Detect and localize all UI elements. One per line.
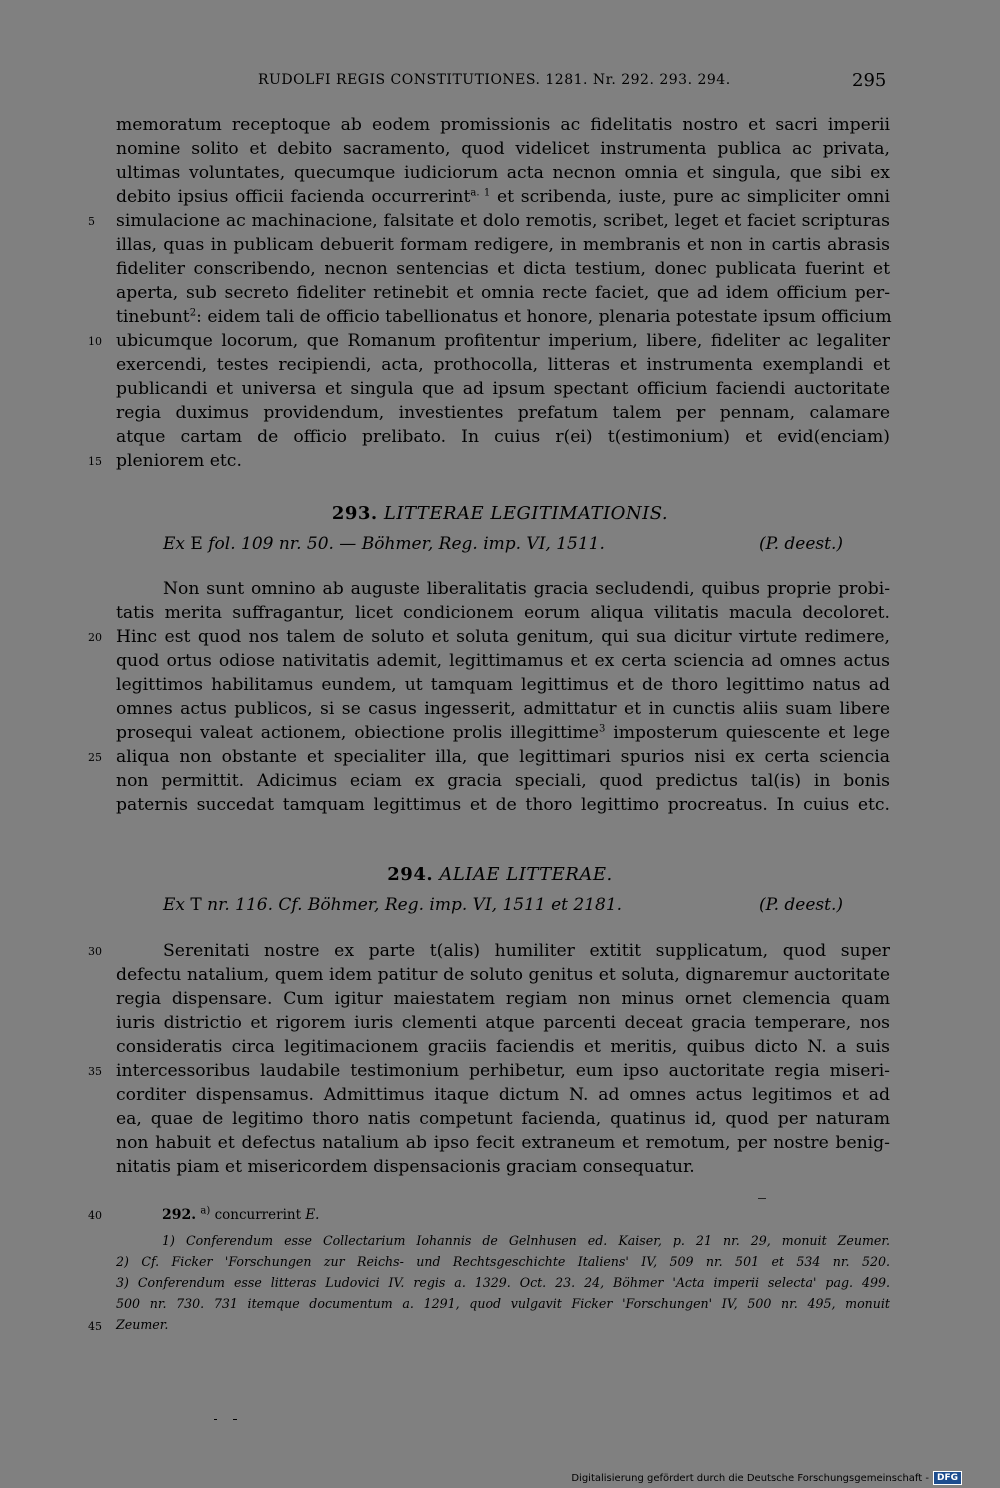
line-number: 15 [88, 455, 102, 468]
text-fragment: debito ipsius officii facienda occurrerint [116, 187, 471, 207]
scan-mark [233, 1419, 237, 1420]
text-line: intercessoribus laudabile testimonium perhibetur, eum ipso auctoritate regia miseri- [116, 1061, 890, 1081]
source-note: (P. deest.) [758, 895, 843, 915]
text-line: ubicumque locorum, que Romanum profitentur imperium, libere, fideliter ac legaliter [116, 331, 890, 351]
line-number: 5 [88, 215, 95, 228]
line-number: 20 [88, 631, 102, 644]
section-number: 294. [387, 864, 434, 885]
line-number: 40 [88, 1209, 102, 1222]
text-line: atque cartam de officio prelibato. In cuius r(ei) t(estimonium) et evid(enciam) [116, 427, 890, 447]
text-line: defectu natalium, quem idem patitur de soluto genitus et soluta, dignaremur auctoritate [116, 965, 890, 985]
footnote-marker: a) [200, 1205, 211, 1217]
page-number: 295 [852, 70, 887, 91]
source-citation [163, 895, 622, 915]
footnote-line: 1) Conferendum esse Collectarium Iohannis de Gelnhusen ed. Kaiser, p. 21 nr. 29, monuit Zeumer. [162, 1233, 890, 1248]
text-line: regia dispensare. Cum igitur maiestatem regiam non minus ornet clemencia quam [116, 989, 890, 1009]
text-line: exercendi, testes recipiendi, acta, prothocolla, litteras et instrumenta exemplandi et [116, 355, 890, 375]
source-siglum: E [190, 534, 203, 554]
footnote-text: concurrerint [214, 1207, 302, 1223]
text-line: regia duximus providendum, investientes prefatum talem per pennam, calamare [116, 403, 890, 423]
footnote-marker: 2 [189, 307, 197, 319]
text-line: ea, quae de legitimo thoro natis competunt facienda, quatinus id, quod per naturam [116, 1109, 890, 1129]
text-fragment: : eidem tali de officio tabellionatus et honore, plenaria potestate ipsum officium [196, 307, 892, 327]
source-line-293 [163, 534, 843, 557]
source-line-294 [163, 895, 843, 918]
section-number: 293. [331, 503, 378, 524]
footnote-line: 3) Conferendum esse litteras Ludovici IV. regis a. 1329. Oct. 23. 24, Böhmer 'Acta imperii selecta' pag. 499. [116, 1275, 890, 1290]
dfg-logo: DFG [933, 1471, 962, 1485]
footnote-a [162, 1205, 462, 1225]
text-line: Hinc est quod nos talem de soluto et soluta genitum, qui sua dicitur virtute redimere, [116, 627, 890, 647]
line-number: 25 [88, 751, 102, 764]
line-number: 10 [88, 335, 102, 348]
text-line: quod ortus odiose nativitatis ademit, legittimamus et ex certa sciencia ad omnes actus [116, 651, 890, 671]
running-head [0, 70, 1000, 94]
footnote-marker: 3 [598, 723, 606, 735]
text-line [116, 186, 890, 209]
credit-text: Digitalisierung gefördert durch die Deutsche Forschungsgemeinschaft - [571, 1472, 929, 1484]
text-line: legittimos habilitamus eundem, ut tamquam legittimus et de thoro legittimo natus ad [116, 675, 890, 695]
text-fragment: imposterum quiescente et lege [605, 723, 890, 743]
text-line: publicandi et universa et singula que ad ipsum spectant officium faciendi auctoritate [116, 379, 890, 399]
text-line: tatis merita suffragantur, licet condicionem eorum aliqua vilitatis macula decoloret. [116, 603, 890, 623]
source-citation [163, 534, 605, 554]
text-line: non habuit et defectus natalium ab ipso fecit extraneum et remotum, per nostre benig- [116, 1133, 890, 1153]
text-line: iuris districtio et rigorem iuris clementi atque parcenti deceat gracia temperare, nos [116, 1013, 890, 1033]
footnote-siglum: E. [305, 1207, 320, 1223]
text-line: ultimas voluntates, quecumque iudiciorum acta necnon omnia et singula, que sibi ex [116, 163, 890, 183]
text-line: aperta, sub secreto fideliter retinebit et omnia recte faciet, que ad idem officium per- [116, 283, 890, 303]
footnote-line: 2) Cf. Ficker 'Forschungen zur Reichs- und Rechtsgeschichte Italiens' IV, 509 nr. 501 et 534 nr. 520. [116, 1254, 890, 1269]
section-heading-293 [0, 503, 1000, 524]
section-title: ALIAE LITTERAE. [439, 864, 613, 885]
text-line: corditer dispensamus. Admittimus itaque dictum N. ad omnes actus legitimos et ad [116, 1085, 890, 1105]
text-line [116, 306, 890, 329]
text-line: nomine solito et debito sacramento, quod videlicet instrumenta publica ac privata, [116, 139, 890, 159]
section-title: LITTERAE LEGITIMATIONIS. [383, 503, 669, 524]
line-number: 30 [88, 945, 102, 958]
text-line: omnes actus publicos, si se casus ingesserit, admittatur et in cunctis aliis suam libere [116, 699, 890, 719]
running-head-title: RUDOLFI REGIS CONSTITUTIONES. 1281. Nr. 292. 293. 294. [258, 72, 731, 88]
text-line: aliqua non obstante et specialiter illa, que legittimari spurios nisi ex certa sciencia [116, 747, 890, 767]
line-number: 45 [88, 1320, 102, 1333]
text-line: simulacione ac machinacione, falsitate et dolo remotis, scribet, leget et faciet scripturas [116, 211, 890, 231]
text-fragment: et scribenda, iuste, pure ac simpliciter omni [490, 187, 890, 207]
footnote-line: Zeumer. [116, 1317, 169, 1332]
footnote-ref: 292. [162, 1207, 197, 1223]
text-fragment: tinebunt [116, 307, 190, 327]
text-fragment: prosequi valeat actionem, obiectione prolis illegittime [116, 723, 599, 743]
text-line: non permittit. Adicimus eciam ex gracia speciali, quod predictus tal(is) in bonis [116, 771, 890, 791]
digitization-credit [571, 1471, 962, 1485]
text-line: pleniorem etc. [116, 451, 242, 471]
text-line: memoratum receptoque ab eodem promissionis ac fidelitatis nostro et sacri imperii [116, 115, 890, 135]
footnote-line: 500 nr. 730. 731 itemque documentum a. 1291, quod vulgavit Ficker 'Forschungen' IV, 500 nr. 495, monuit [116, 1296, 890, 1311]
text-line: Serenitati nostre ex parte t(alis) humiliter extitit supplicatum, quod super [163, 941, 890, 961]
text-line: Non sunt omnino ab auguste liberalitatis gracia secludendi, quibus proprie probi- [163, 579, 890, 599]
source-rest: nr. 116. Cf. Böhmer, Reg. imp. VI, 1511 et 2181. [207, 895, 623, 915]
scan-mark [214, 1419, 217, 1420]
footnote-marker: a. 1 [470, 187, 491, 199]
text-line: fideliter conscribendo, necnon sentencias et dicta testium, donec publicata fuerint et [116, 259, 890, 279]
text-line [116, 722, 890, 745]
section-heading-294 [0, 864, 1000, 885]
line-number: 35 [88, 1065, 102, 1078]
text-line: consideratis circa legitimacionem graciis faciendis et meritis, quibus dicto N. a suis [116, 1037, 890, 1057]
source-note: (P. deest.) [758, 534, 843, 554]
source-siglum: T [190, 895, 202, 915]
source-prefix: Ex [163, 534, 185, 554]
text-line: nitatis piam et misericordem dispensacionis graciam consequatur. [116, 1157, 695, 1177]
text-line: illas, quas in publicam debuerit formam redigere, in membranis et non in cartis abrasis [116, 235, 890, 255]
source-rest: fol. 109 nr. 50. — Böhmer, Reg. imp. VI, 1511. [208, 534, 605, 554]
footnote-separator [758, 1198, 766, 1199]
source-prefix: Ex [163, 895, 185, 915]
text-line: paternis succedat tamquam legittimus et de thoro legittimo procreatus. In cuius etc. [116, 795, 890, 815]
